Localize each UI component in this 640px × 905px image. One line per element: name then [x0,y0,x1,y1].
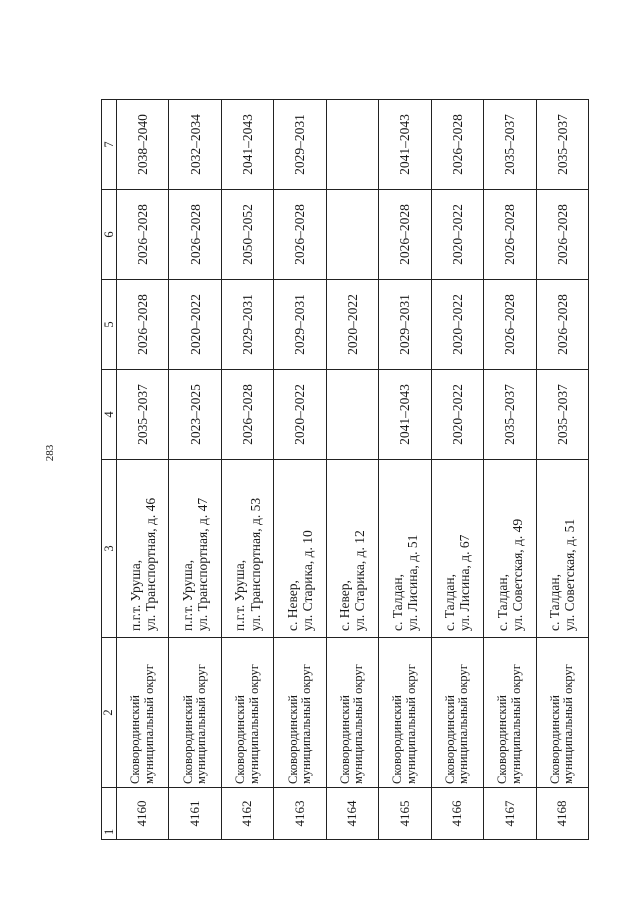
address-street: ул. Старика, д. 12 [352,530,368,631]
period-col6-cell: 2026–2028 [169,190,221,280]
period-col6-cell: 2026–2028 [536,190,589,280]
address-street: ул. Советская, д. 49 [509,518,525,631]
period-col5-cell: 2026–2028 [484,280,536,370]
column-number: 2 [102,638,117,788]
row-number-cell: 4165 [379,788,431,840]
period-col4-cell: 2035–2037 [484,370,536,460]
address-cell [169,460,221,638]
table-row [169,100,221,840]
table-row [117,100,169,840]
period-col7-cell: 2029–2031 [274,100,326,190]
district-cell: Сковородинский муниципальный округ [117,638,169,788]
period-col5-cell: 2029–2031 [379,280,431,370]
row-number-cell: 4164 [326,788,378,840]
address-locality: с. Талдан, [547,574,563,631]
housing-schedule-table [101,99,589,840]
district-cell: Сковородинский муниципальный округ [379,638,431,788]
table-body [102,100,589,840]
period-col6-cell: 2026–2028 [379,190,431,280]
period-col5-cell: 2029–2031 [274,280,326,370]
period-col7-cell [326,100,378,190]
table-row [274,100,326,840]
district-cell: Сковородинский муниципальный округ [484,638,536,788]
period-col5-cell: 2026–2028 [117,280,169,370]
period-col4-cell: 2035–2037 [117,370,169,460]
row-number-cell: 4167 [484,788,536,840]
table-row [536,100,589,840]
period-col5-cell: 2020–2022 [431,280,483,370]
period-col7-cell: 2041–2043 [221,100,273,190]
rotated-table-container [101,100,589,840]
period-col5-cell: 2020–2022 [326,280,378,370]
period-col7-cell: 2035–2037 [484,100,536,190]
address-cell [274,460,326,638]
period-col7-cell: 2026–2028 [431,100,483,190]
address-locality: с. Талдан, [442,574,458,631]
district-cell: Сковородинский муниципальный округ [536,638,589,788]
period-col6-cell: 2026–2028 [274,190,326,280]
period-col7-cell: 2032–2034 [169,100,221,190]
period-col5-cell: 2029–2031 [221,280,273,370]
column-number: 1 [102,788,117,840]
period-col4-cell: 2020–2022 [274,370,326,460]
period-col6-cell: 2020–2022 [431,190,483,280]
period-col5-cell: 2026–2028 [536,280,589,370]
address-street: ул. Лисина, д. 51 [404,534,420,631]
district-cell: Сковородинский муниципальный округ [169,638,221,788]
period-col6-cell: 2026–2028 [484,190,536,280]
address-cell [326,460,378,638]
address-locality: п.г.т. Уруша, [127,559,143,631]
address-locality: с. Невер, [337,580,353,631]
column-number: 3 [102,460,117,638]
column-number: 6 [102,190,117,280]
column-number: 4 [102,370,117,460]
row-number-cell: 4161 [169,788,221,840]
address-cell [536,460,589,638]
address-locality: п.г.т. Уруша, [180,559,196,631]
address-street: ул. Транспортная, д. 53 [247,497,263,631]
period-col6-cell: 2026–2028 [117,190,169,280]
address-street: ул. Лисина, д. 67 [457,534,473,631]
table-row [326,100,378,840]
address-street: ул. Транспортная, д. 47 [195,497,211,631]
column-number: 5 [102,280,117,370]
period-col7-cell: 2038–2040 [117,100,169,190]
period-col4-cell: 2023–2025 [169,370,221,460]
period-col4-cell: 2026–2028 [221,370,273,460]
column-number-row [102,100,117,840]
period-col4-cell [326,370,378,460]
address-locality: п.г.т. Уруша, [232,559,248,631]
period-col6-cell: 2050–2052 [221,190,273,280]
row-number-cell: 4166 [431,788,483,840]
address-cell [484,460,536,638]
district-cell: Сковородинский муниципальный округ [431,638,483,788]
period-col5-cell: 2020–2022 [169,280,221,370]
address-street: ул. Советская, д. 51 [562,518,578,631]
address-street: ул. Старика, д. 10 [300,530,316,631]
period-col6-cell [326,190,378,280]
district-cell: Сковородинский муниципальный округ [221,638,273,788]
address-locality: с. Талдан, [389,574,405,631]
address-cell [221,460,273,638]
table-row [431,100,483,840]
table-row [379,100,431,840]
district-cell: Сковородинский муниципальный округ [326,638,378,788]
table-row [484,100,536,840]
column-number: 7 [102,100,117,190]
address-locality: с. Талдан, [494,574,510,631]
period-col4-cell: 2035–2037 [536,370,589,460]
row-number-cell: 4160 [117,788,169,840]
row-number-cell: 4163 [274,788,326,840]
period-col7-cell: 2041–2043 [379,100,431,190]
page-number: 283 [44,444,56,462]
address-cell [379,460,431,638]
district-cell: Сковородинский муниципальный округ [274,638,326,788]
period-col4-cell: 2041–2043 [379,370,431,460]
address-street: ул. Транспортная, д. 46 [142,497,158,631]
period-col7-cell: 2035–2037 [536,100,589,190]
address-locality: с. Невер, [284,580,300,631]
address-cell [117,460,169,638]
address-cell [431,460,483,638]
period-col4-cell: 2020–2022 [431,370,483,460]
table-row [221,100,273,840]
row-number-cell: 4168 [536,788,589,840]
row-number-cell: 4162 [221,788,273,840]
